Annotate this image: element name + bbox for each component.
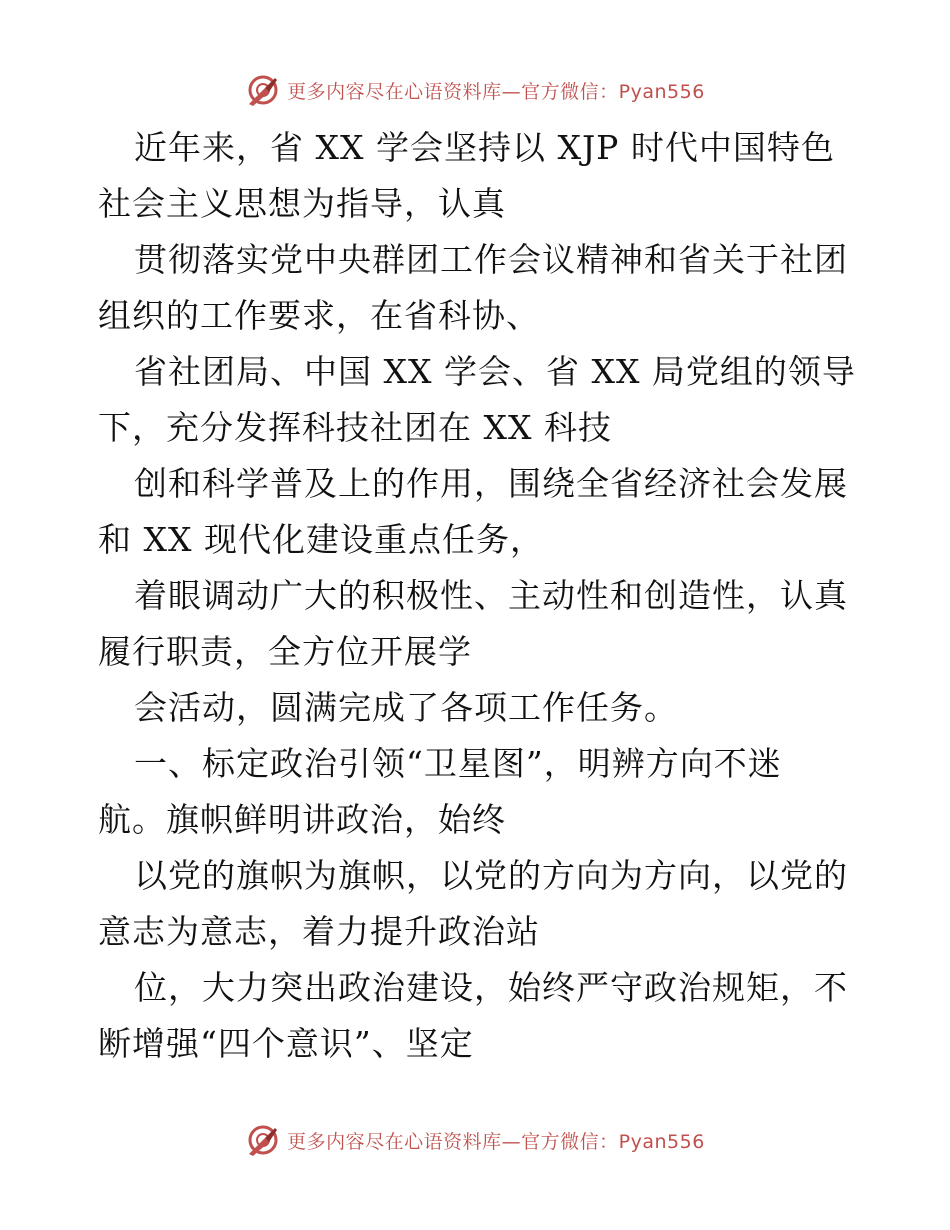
pen-logo-icon bbox=[245, 1122, 281, 1158]
text-line: 履行职责，全方位开展学 bbox=[98, 632, 472, 671]
text-line: 着眼调动广大的积极性、主动性和创造性，认真 bbox=[134, 576, 848, 615]
text-line: 位，大力突出政治建设，始终严守政治规矩，不 bbox=[134, 968, 848, 1007]
footer-watermark bbox=[0, 1122, 950, 1158]
text-line: 下，充分发挥科技社团在 XX 科技 bbox=[98, 408, 612, 447]
text-line: 以党的旗帜为旗帜，以党的方向为方向，以党的 bbox=[134, 856, 848, 895]
watermark-text: 更多内容尽在心语资料库—官方微信：Pyan556 bbox=[287, 80, 705, 103]
text-line: 贯彻落实党中央群团工作会议精神和省关于社团 bbox=[134, 240, 848, 279]
text-line: 社会主义思想为指导，认真 bbox=[98, 184, 506, 223]
text-line: 省社团局、中国 XX 学会、省 XX 局党组的领导 bbox=[134, 352, 856, 391]
document-body bbox=[98, 120, 868, 1072]
section-heading-line: 一、标定政治引领“卫星图”，明辨方向不迷 bbox=[134, 744, 782, 783]
text-line: 近年来，省 XX 学会坚持以 XJP 时代中国特色 bbox=[134, 128, 835, 167]
text-line: 组织的工作要求，在省科协、 bbox=[98, 296, 540, 335]
pen-logo-icon bbox=[245, 72, 281, 108]
text-line: 断增强“四个意识”、坚定 bbox=[98, 1024, 474, 1063]
header-watermark bbox=[0, 72, 950, 108]
text-line: 会活动，圆满完成了各项工作任务。 bbox=[134, 688, 678, 727]
text-line: 意志为意志，着力提升政治站 bbox=[98, 912, 540, 951]
text-line: 和 XX 现代化建设重点任务， bbox=[98, 520, 544, 559]
text-line: 创和科学普及上的作用，围绕全省经济社会发展 bbox=[134, 464, 848, 503]
text-line: 航。旗帜鲜明讲政治，始终 bbox=[98, 800, 506, 839]
watermark-text: 更多内容尽在心语资料库—官方微信：Pyan556 bbox=[287, 1130, 705, 1153]
